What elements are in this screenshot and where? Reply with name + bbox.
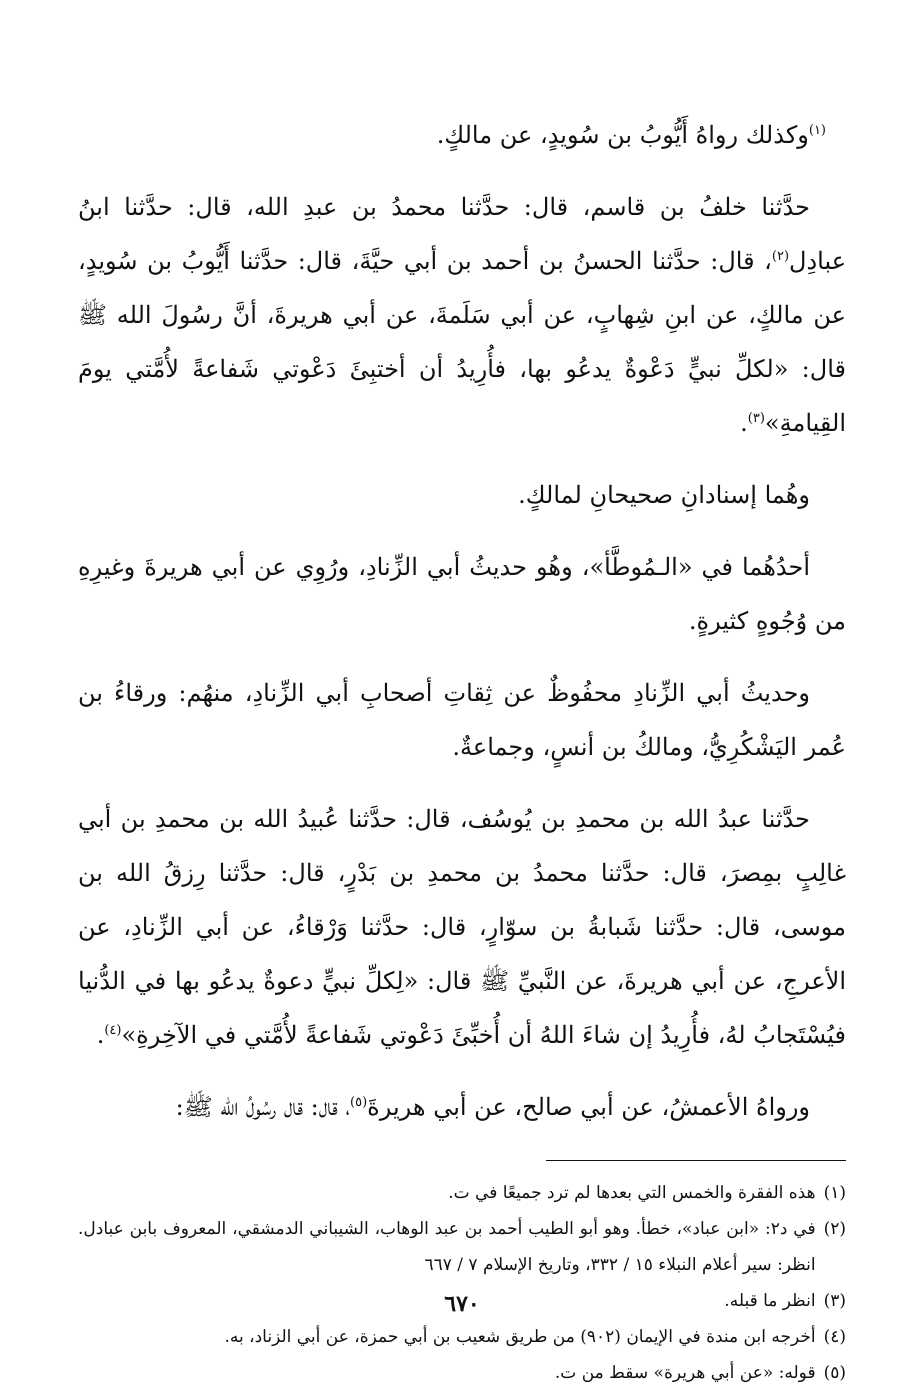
footnote [78, 1355, 846, 1391]
page-number: ٦٧٠ [444, 1291, 480, 1317]
footnote-marker[interactable]: (١) [808, 123, 826, 138]
footnote-text: هذه الفقرة والخمس التي بعدها لم ترد جميعًا في ت. [448, 1183, 816, 1203]
paragraph [78, 540, 846, 648]
footnote-text: انظر ما قبله. [724, 1291, 816, 1311]
paragraph-text: حدَّثنا خلفُ بن قاسم، قال: حدَّثنا محمدُ بن عبدِ الله، قال: حدَّثنا ابنُ عبادِل [78, 193, 847, 275]
footnote-number: (٢) [823, 1219, 846, 1239]
paragraph-text: حدَّثنا عبدُ الله بن محمدِ بن يُوسُف، قال: حدَّثنا عُبيدُ الله بن محمدِ بن أبي غالِبٍ بمِصرَ، قال: حدَّثنا محمدُ بن محمدِ بن بَدْرٍ، قال: حدَّثنا رِزقُ الله بن موسى، قال: حدَّثنا شَبابةُ بن سوّارٍ، قال: حدَّثنا وَرْقاءُ، عن أبي الزِّنادِ، عن الأعرجِ، عن أبي هريرةَ، عن النَّبيِّ ﷺ قال: «لِكلِّ نبيٍّ دعوةٌ يدعُو بها في الدُّنيا فيُسْتَجابُ لهُ، فأُرِيدُ إن شاءَ اللهُ أن أُخبِّئَ دَعْوتي شَفاعةً لأُمَّتي في الآخِرةِ» [78, 805, 846, 1049]
footnote-marker[interactable]: (٥) [350, 1095, 368, 1110]
footnote-number: (٥) [823, 1363, 846, 1383]
paragraph [78, 468, 846, 522]
paragraph [78, 792, 846, 1062]
footnote-number: (٣) [823, 1291, 846, 1311]
paragraph-text: ، قال: قال رسُولُ الله ﷺ: [175, 1093, 351, 1121]
paragraph-text: ، قال: حدَّثنا الحسنُ بن أحمد بن أبي حيَّةَ، قال: حدَّثنا أَيُّوبُ بن سُويدٍ، عن مالكٍ، عن ابنِ شِهابٍ، عن أبي سَلَمةَ، عن أبي هريرةَ، أنَّ رسُولَ الله ﷺ قال: «لكلِّ نبيٍّ دَعْوةٌ يدعُو بها، فأُرِيدُ أن أختبِئَ دَعْوتي شَفاعةً لأُمَّتي يومَ القِيامةِ» [78, 247, 846, 437]
page-content [78, 108, 846, 1391]
footnote [78, 1175, 846, 1211]
paragraph [78, 1080, 846, 1134]
footnote-text: قوله: «عن أبي هريرة» سقط من ت. [554, 1363, 816, 1383]
footnote-marker[interactable]: (٢) [771, 249, 790, 264]
footnote-marker[interactable]: (٣) [747, 411, 765, 426]
footnote-text: في د٢: «ابن عباد»، خطأ. وهو أبو الطيب أحمد بن عبد الوهاب، الشيباني الدمشقي، المعروف بابن عبادل. انظر: سير أعلام النبلاء ١٥ / ٣٣٢، وتاريخ الإسلام ٧ / ٦٦٧ [78, 1219, 816, 1275]
footnote [78, 1319, 846, 1355]
footnote-number: (١) [823, 1183, 846, 1203]
paragraph-text: وكذلك رواهُ أَيُّوبُ بن سُويدٍ، عن مالكٍ. [436, 121, 809, 149]
main-text [78, 108, 846, 1134]
footnote [78, 1211, 846, 1283]
footnote-divider [546, 1160, 846, 1161]
paragraph-text: . [96, 1021, 105, 1049]
footnote-marker[interactable]: (٤) [104, 1023, 122, 1038]
paragraph-text: وحديثُ أبي الزِّنادِ محفُوظٌ عن ثِقاتِ أصحابِ أبي الزِّنادِ، منهُم: ورقاءُ بن عُمر اليَشْكُرِيُّ، ومالكُ بن أنسٍ، وجماعةٌ. [78, 679, 846, 761]
footnote-number: (٤) [823, 1327, 846, 1347]
paragraph-text: . [740, 409, 748, 437]
paragraph-text: أحدُهُما في «الـمُوطَّأ»، وهُو حديثُ أبي الزِّنادِ، ورُوِي عن أبي هريرةَ وغيرِهِ من وُجُوهٍ كثيرةٍ. [78, 553, 846, 635]
paragraph [78, 666, 846, 774]
footnote-text: أخرجه ابن مندة في الإيمان (٩٠٢) من طريق شعيب بن أبي حمزة، عن أبي الزناد، به. [224, 1327, 816, 1347]
paragraph-text: ورواهُ الأعمشُ، عن أبي صالح، عن أبي هريرةَ [367, 1093, 810, 1121]
paragraph [78, 108, 846, 162]
footnotes [78, 1175, 846, 1391]
paragraph [78, 180, 846, 450]
paragraph-text: وهُما إسنادانِ صحيحانِ لمالكٍ. [518, 481, 810, 509]
